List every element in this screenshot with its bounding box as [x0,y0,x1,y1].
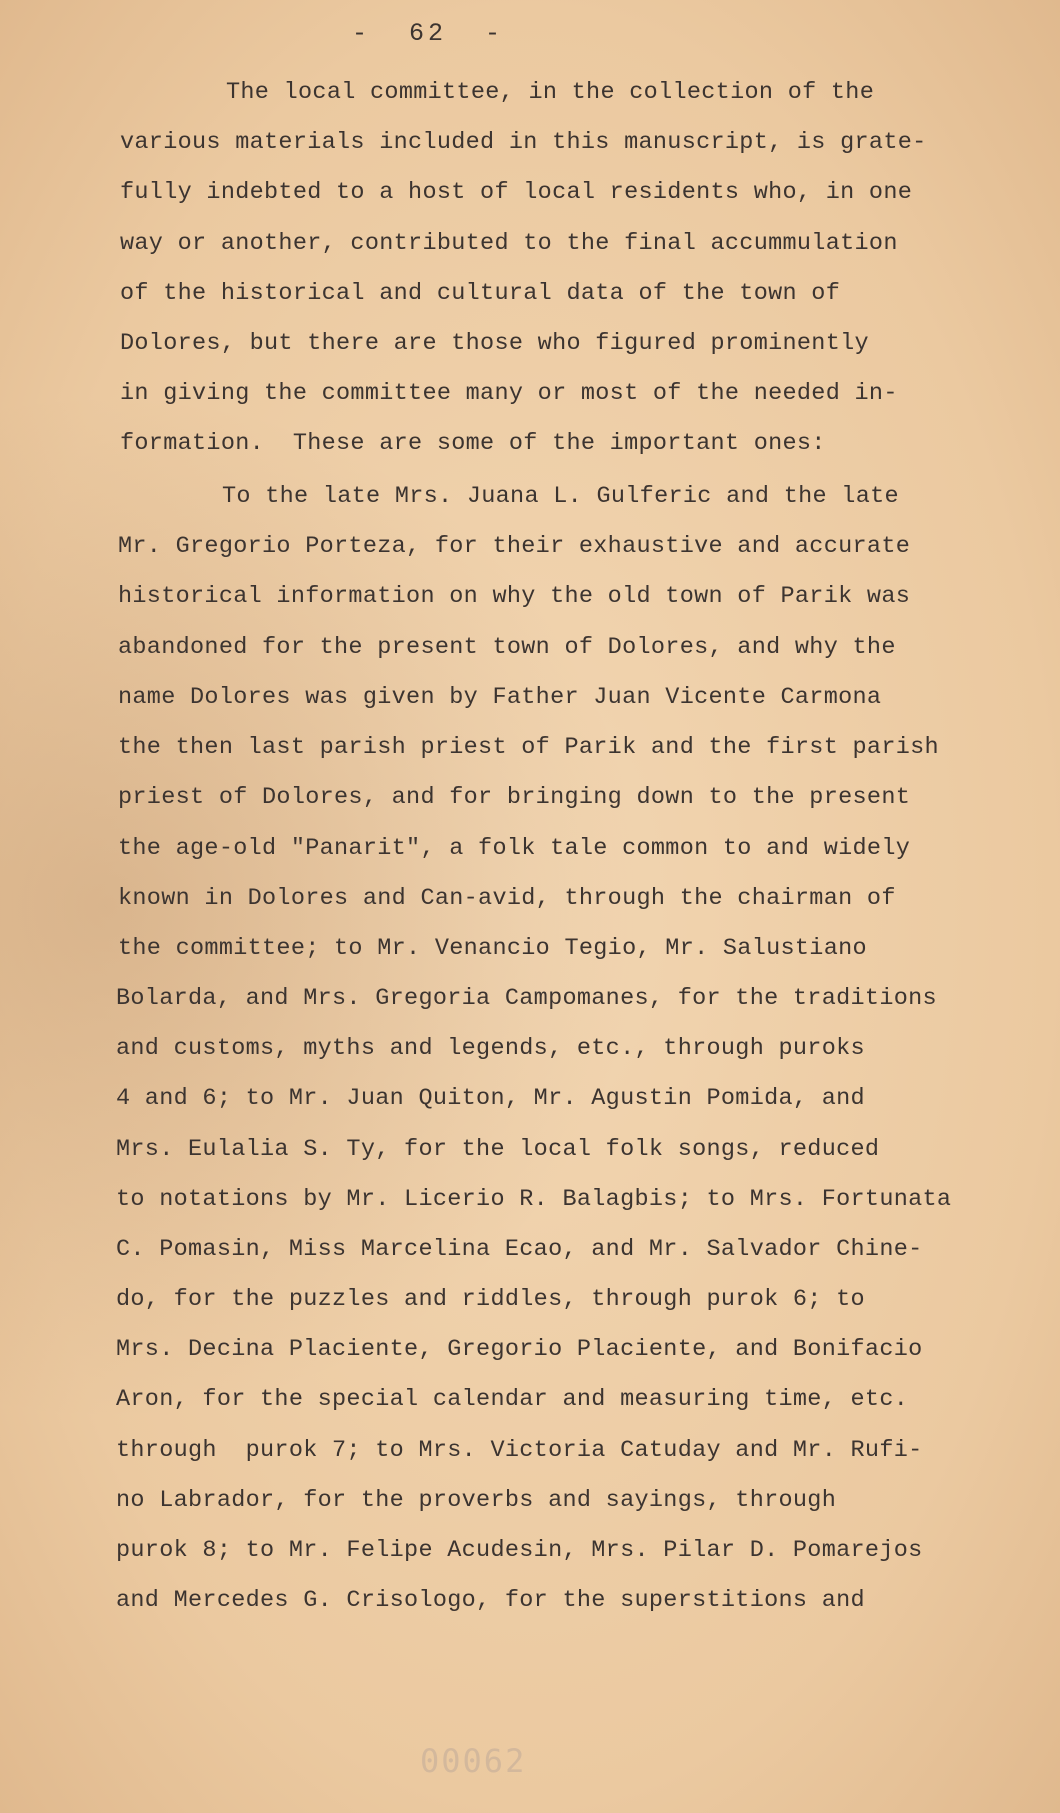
text-line: formation. These are some of the important ones: [120,430,826,457]
text-line: Mr. Gregorio Porteza, for their exhaustive and accurate [118,533,911,560]
text-line: C. Pomasin, Miss Marcelina Ecao, and Mr. Salvador Chine- [116,1236,923,1263]
text-line: fully indebted to a host of local residents who, in one [120,179,913,206]
text-line: way or another, contributed to the final accummulation [120,230,898,257]
text-line: of the historical and cultural data of the town of [120,280,841,307]
text-line: the age-old "Panarit", a folk tale common to and widely [118,835,911,862]
text-line: Dolores, but there are those who figured prominently [120,330,869,357]
text-line: 4 and 6; to Mr. Juan Quiton, Mr. Agustin Pomida, and [116,1085,865,1112]
text-line: the committee; to Mr. Venancio Tegio, Mr. Salustiano [118,935,867,962]
text-line: various materials included in this manuscript, is grate- [120,129,927,156]
text-line: priest of Dolores, and for bringing down to the present [118,784,911,811]
text-line: Bolarda, and Mrs. Gregoria Campomanes, for the traditions [116,985,937,1012]
archive-stamp: 00062 [420,1742,527,1780]
text-line: historical information on why the old town of Parik was [118,583,911,610]
text-line: The local committee, in the collection of the [226,79,875,106]
text-line: purok 8; to Mr. Felipe Acudesin, Mrs. Pilar D. Pomarejos [116,1537,923,1564]
page-number: - 62 - [352,19,505,48]
text-line: no Labrador, for the proverbs and sayings, through [116,1487,837,1514]
text-line: and customs, myths and legends, etc., through puroks [116,1035,865,1062]
text-line: in giving the committee many or most of the needed in- [120,380,898,407]
text-line: through purok 7; to Mrs. Victoria Catuday and Mr. Rufi- [116,1437,923,1464]
text-line: name Dolores was given by Father Juan Vicente Carmona [118,684,882,711]
text-line: the then last parish priest of Parik and the first parish [118,734,939,761]
text-line: Mrs. Eulalia S. Ty, for the local folk songs, reduced [116,1136,880,1163]
text-line: Mrs. Decina Placiente, Gregorio Placiente, and Bonifacio [116,1336,923,1363]
text-line: abandoned for the present town of Dolores, and why the [118,634,896,661]
text-line: do, for the puzzles and riddles, through purok 6; to [116,1286,865,1313]
text-line: known in Dolores and Can-avid, through the chairman of [118,885,896,912]
text-line: to notations by Mr. Licerio R. Balagbis; to Mrs. Fortunata [116,1186,952,1213]
text-line: and Mercedes G. Crisologo, for the superstitions and [116,1587,865,1614]
text-line: To the late Mrs. Juana L. Gulferic and the late [222,483,899,510]
text-line: Aron, for the special calendar and measuring time, etc. [116,1386,909,1413]
